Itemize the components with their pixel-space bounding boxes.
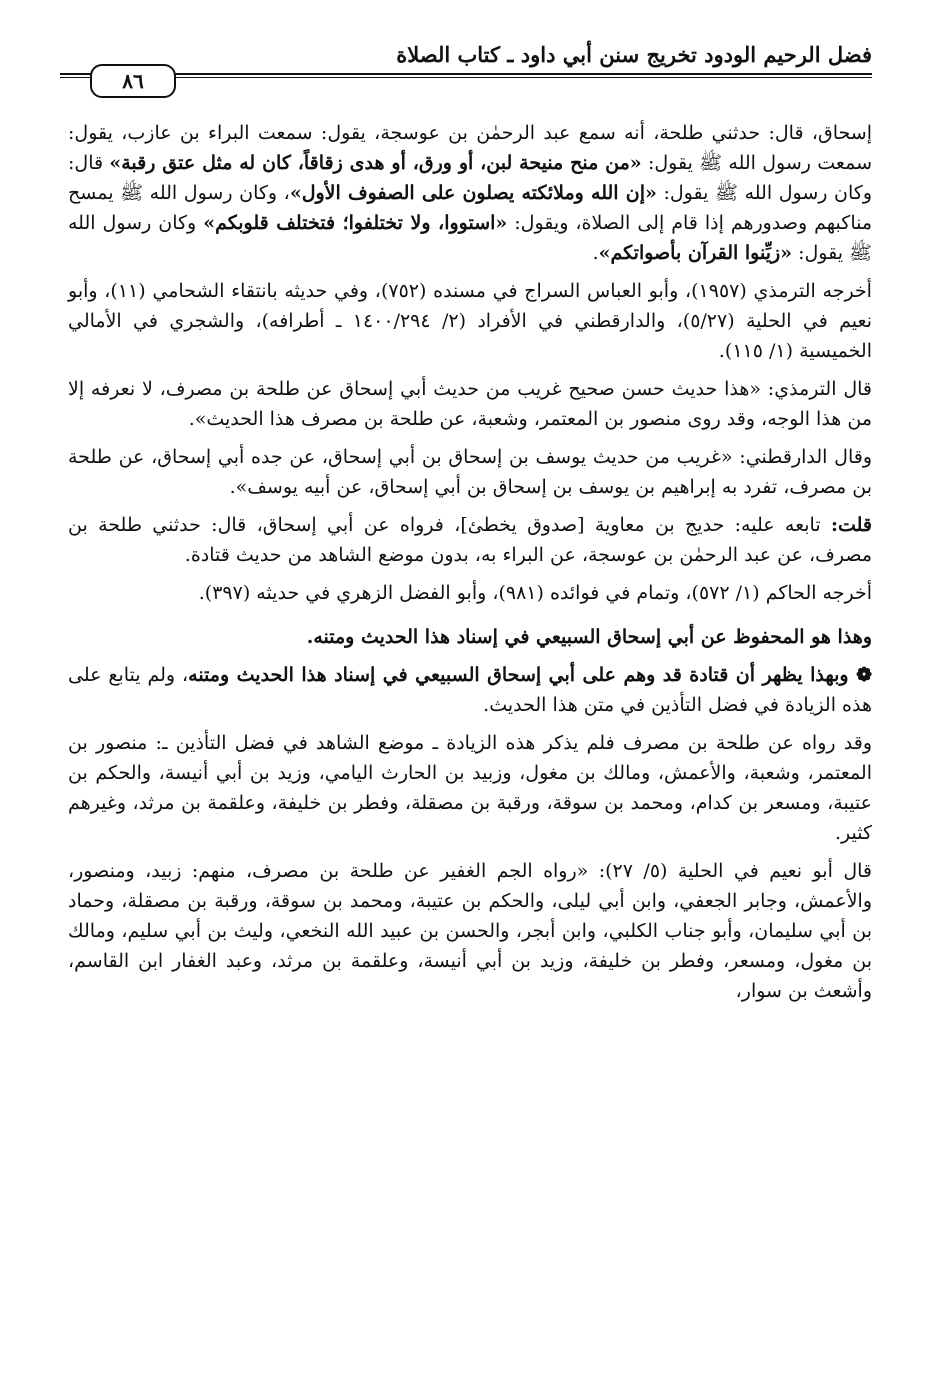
bold-text-segment: قلت:: [830, 514, 872, 536]
bold-text-segment: «استووا، ولا تختلفوا؛ فتختلف قلوبكم»: [203, 212, 508, 234]
text-segment: قال: وكان رسول الله ﷺ يقول:: [68, 152, 872, 204]
header-rule-thin: [60, 77, 872, 78]
body-text: [68, 118, 872, 1014]
bold-text-segment: «من منح منيحة لبن، أو ورق، أو هدى زقاقاً، كان له مثل عتق رقبة»: [109, 152, 642, 174]
paragraph: [68, 578, 872, 608]
paragraph: [68, 622, 872, 652]
paragraph: [68, 510, 872, 570]
paragraph: [68, 660, 872, 720]
page-header: [60, 40, 872, 102]
paragraph: [68, 276, 872, 366]
text-segment: وقد رواه عن طلحة بن مصرف فلم يذكر هذه الزيادة ـ موضع الشاهد في فضل التأذين ـ: منصور بن المعتمر، وشعبة، والأعمش، ومالك بن مغول، وزبيد بن الحارث اليامي، وزيد بن أبي أنيسة، والحكم بن عتيبة، ومسعر بن كدام، ومحمد بن سوقة، ورقبة بن مصقلة، وفطر بن خليفة، وعلقمة بن مرثد، وغيرهم كثير.: [68, 732, 872, 844]
text-segment: أخرجه الترمذي (١٩٥٧)، وأبو العباس السراج في مسنده (٧٥٢)، وفي حديثه بانتقاء الشحامي (١١)، وأبو نعيم في الحلية (٥/٢٧)، والدارقطني في الأفراد (٢/ ١٤٠٠/٢٩٤ ـ أطرافه)، والشجري في الأمالي الخميسية (١/ ١١٥).: [68, 280, 872, 362]
text-segment: .: [592, 242, 599, 264]
page-number: ٨٦: [90, 64, 176, 98]
text-segment: إسحاق، قال: حدثني طلحة، أنه سمع عبد الرحمٰن بن عوسجة، يقول: سمعت البراء بن عازب، يقول: سمعت رسول الله ﷺ يقول:: [68, 122, 872, 174]
text-segment: وكان رسول الله ﷺ يقول:: [68, 212, 872, 264]
paragraph: [68, 728, 872, 848]
bold-text-segment: «زيِّنوا القرآن بأصواتكم»: [598, 242, 793, 264]
paragraph: [68, 374, 872, 434]
paragraph: [68, 118, 872, 268]
paragraph: [68, 856, 872, 1006]
bold-text-segment: وهذا هو المحفوظ عن أبي إسحاق السبيعي في إسناد هذا الحديث ومتنه.: [306, 626, 872, 648]
bold-text-segment: «إن الله وملائكته يصلون على الصفوف الأول»: [289, 182, 657, 204]
paragraph: [68, 442, 872, 502]
text-segment: وقال الدارقطني: «غريب من حديث يوسف بن إسحاق بن أبي إسحاق، عن جده أبي إسحاق، عن طلحة بن مصرف، تفرد به إبراهيم بن يوسف بن إسحاق بن أبي إسحاق، عن أبيه يوسف».: [68, 446, 872, 498]
text-segment: قال أبو نعيم في الحلية (٥/ ٢٧): «رواه الجم الغفير عن طلحة بن مصرف، منهم: زبيد، ومنصور، والأعمش، وجابر الجعفي، وابن أبي ليلى، والحكم بن عتيبة، ومحمد بن سوقة، ورقبة بن مصقلة، وحماد بن أبي سليمان، وأبو جناب الكلبي، وابن أبجر، والحسن بن عبيد الله النخعي، وليث بن أبي سليم، ومالك بن مغول، ومسعر، وفطر بن خليفة، وزيد بن أبي أنيسة، وعلقمة بن مرثد، وعبد الغفار ابن القاسم، وأشعث بن سوار،: [68, 860, 872, 1002]
text-segment: ، ولم يتابع على هذه الزيادة في فضل التأذين في متن هذا الحديث.: [68, 664, 872, 716]
text-segment: أخرجه الحاكم (١/ ٥٧٢)، وتمام في فوائده (٩٨١)، وأبو الفضل الزهري في حديثه (٣٩٧).: [198, 582, 872, 604]
bold-text-segment: ❁ وبهذا يظهر أن قتادة قد وهم على أبي إسحاق السبيعي في إسناد هذا الحديث ومتنه: [188, 664, 872, 686]
header-rule: [60, 73, 872, 75]
text-segment: قال الترمذي: «هذا حديث حسن صحيح غريب من حديث أبي إسحاق عن طلحة بن مصرف، لا نعرفه إلا من هذا الوجه، وقد روى منصور بن المعتمر، وشعبة، عن طلحة بن مصرف هذا الحديث».: [68, 378, 872, 430]
running-title: فضل الرحيم الودود تخريج سنن أبي داود ـ كتاب الصلاة: [396, 42, 872, 67]
text-segment: تابعه عليه: حديج بن معاوية [صدوق يخطئ]، فرواه عن أبي إسحاق، قال: حدثني طلحة بن مصرف، عن عبد الرحمٰن بن عوسجة، عن البراء به، بدون موضع الشاهد من حديث قتادة.: [68, 514, 872, 566]
text-segment: ، وكان رسول الله ﷺ يمسح مناكبهم وصدورهم إذا قام إلى الصلاة، ويقول:: [68, 182, 873, 234]
